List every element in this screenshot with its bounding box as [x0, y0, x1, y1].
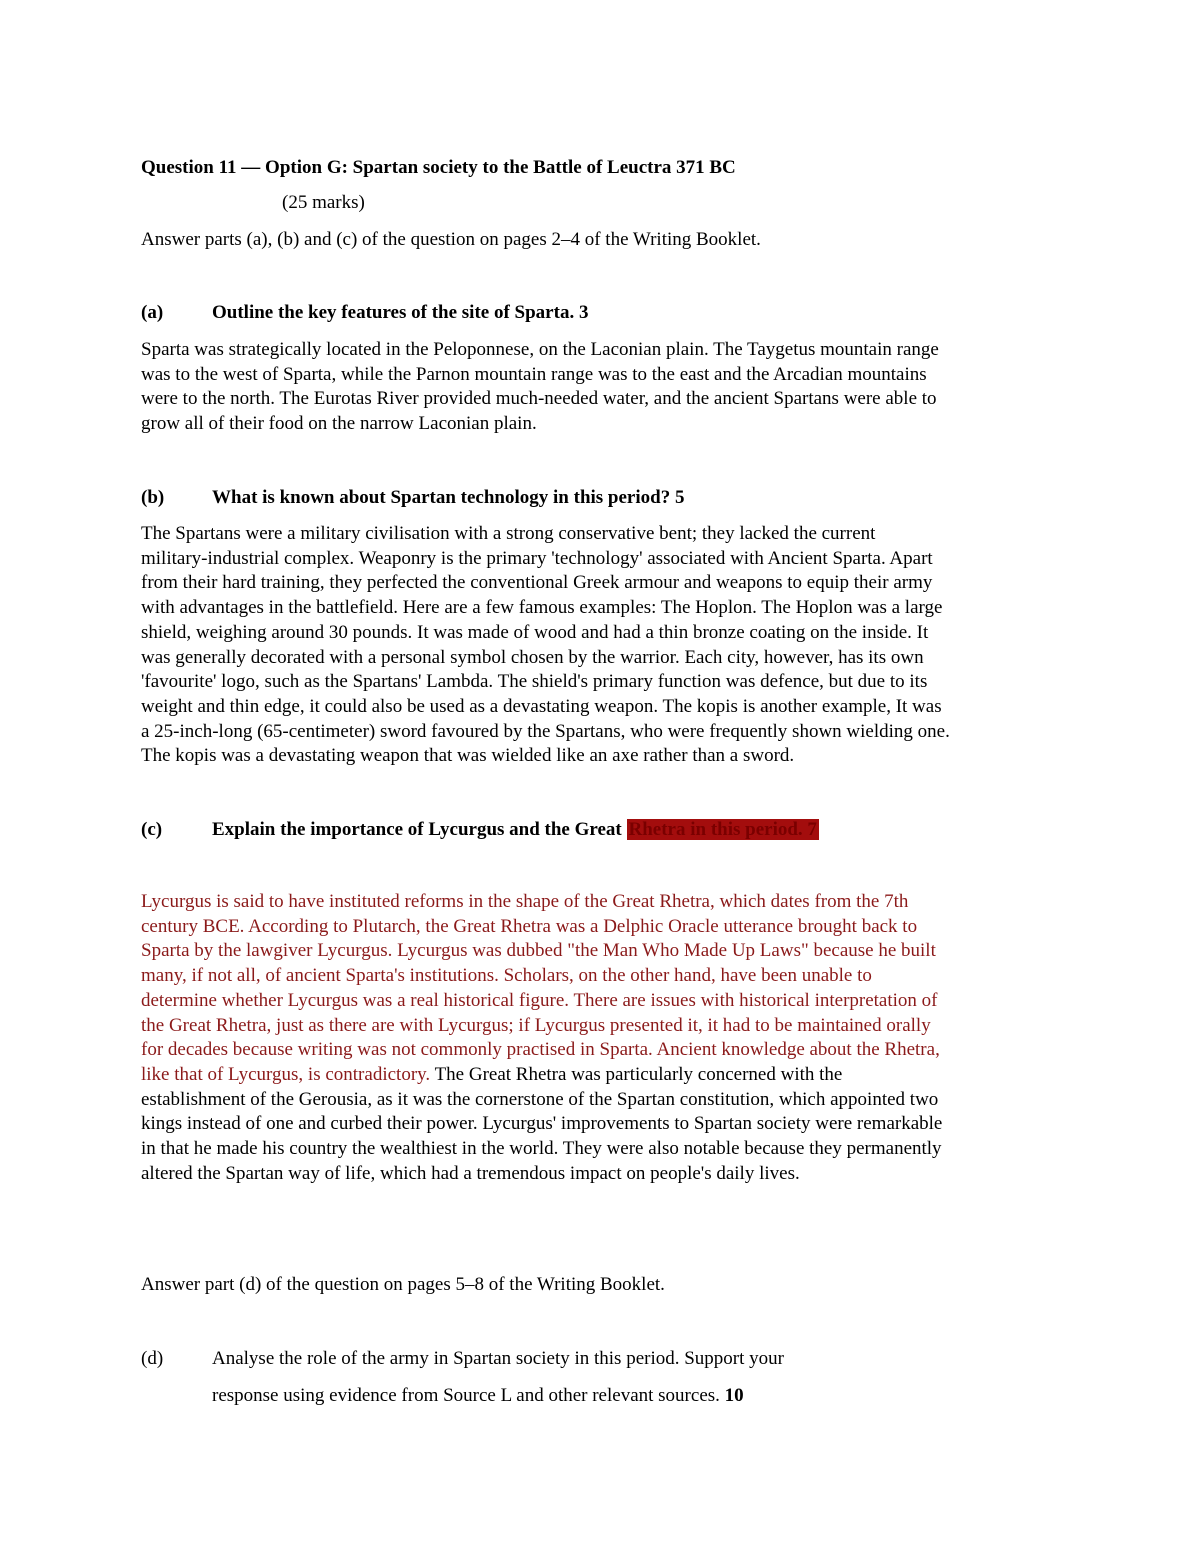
question-title: Question 11 — Option G: Spartan society to the Battle of Leuctra 371 BC [141, 157, 736, 178]
part-d-label: (d) [141, 1348, 164, 1369]
part-d-question-line2 [212, 1384, 744, 1408]
marks-total: (25 marks) [282, 192, 365, 213]
answer-line: military-industrial complex. Weaponry is the primary 'technology' associated with Ancient Sparta. Apart [141, 547, 933, 569]
answer-line: 'favourite' logo, such as the Spartans' Lambda. The shield's primary function was defence, but due to its [141, 671, 928, 693]
answer-line: were to the north. The Eurotas River provided much-needed water, and the ancient Spartans were able to [141, 388, 937, 410]
part-a-label: (a) [141, 302, 164, 323]
part-b-answer [141, 522, 1071, 769]
instruction-d: Answer part (d) of the question on pages 5–8 of the Writing Booklet. [141, 1274, 665, 1295]
answer-line: shield, weighing around 30 pounds. It was made of wood and had a thin bronze coating on the inside. It [141, 621, 929, 643]
instruction-abc: Answer parts (a), (b) and (c) of the question on pages 2–4 of the Writing Booklet. [141, 229, 761, 250]
part-d-marks: 10 [724, 1385, 744, 1406]
answer-line-mixed [141, 1063, 1071, 1088]
answer-line: weight and thin edge, it could also be used as a devastating weapon. The kopis is another example, It was [141, 695, 942, 717]
answer-line: Sparta was strategically located in the Peloponnese, on the Laconian plain. The Taygetus mountain range [141, 339, 939, 360]
answer-line: in that he made his country the wealthiest in the world. They were also notable because they permanently [141, 1138, 942, 1160]
answer-line-red: century BCE. According to Plutarch, the Great Rhetra was a Delphic Oracle utterance brought back to [141, 915, 918, 937]
answer-line: from their hard training, they perfected the conventional Greek armour and weapons to equip their army [141, 572, 933, 594]
answer-line-red-part: like that of Lycurgus, is contradictory. [141, 1063, 431, 1085]
answer-line: was to the west of Sparta, while the Parnon mountain range was to the east and the Arcadian mountains [141, 363, 927, 385]
part-a-answer [141, 338, 1071, 437]
answer-line: The Spartans were a military civilisation with a strong conservative bent; they lacked the current [141, 523, 876, 544]
answer-line-red: many, if not all, of ancient Sparta's institutions. Scholars, on the other hand, have been unable to [141, 965, 872, 987]
part-d-question-line1: Analyse the role of the army in Spartan society in this period. Support your [212, 1348, 784, 1369]
part-b-question: What is known about Spartan technology in this period? 5 [212, 487, 685, 508]
answer-line: establishment of the Gerousia, as it was the cornerstone of the Spartan constitution, which appointed two [141, 1088, 939, 1110]
answer-line-red: Sparta by the lawgiver Lycurgus. Lycurgus was dubbed "the Man Who Made Up Laws" because he built [141, 940, 936, 962]
answer-line: kings instead of one and curbed their power. Lycurgus' improvements to Spartan society were remarkable [141, 1113, 943, 1135]
answer-line-red: determine whether Lycurgus was a real historical figure. There are issues with historical interpretation of [141, 989, 938, 1011]
answer-line: The kopis was a devastating weapon that was wielded like an axe rather than a sword. [141, 745, 795, 767]
answer-line-red: Lycurgus is said to have instituted reforms in the shape of the Great Rhetra, which dates from the 7th [141, 891, 909, 912]
part-c-question-text: Explain the importance of Lycurgus and the Great [212, 819, 622, 840]
part-b-label: (b) [141, 487, 165, 508]
part-c-question [212, 818, 819, 842]
answer-line-red: for decades because writing was not commonly practised in Sparta. Ancient knowledge about the Rhetra, [141, 1039, 940, 1061]
answer-line: grow all of their food on the narrow Laconian plain. [141, 413, 537, 435]
part-c-answer [141, 890, 1071, 1186]
part-c-question-highlight: Rhetra in this period. 7 [628, 819, 817, 840]
answer-line: a 25-inch-long (65-centimeter) sword favoured by the Spartans, who were frequently shown wielding one. [141, 720, 950, 742]
answer-line: altered the Spartan way of life, which had a tremendous impact on people's daily lives. [141, 1162, 800, 1184]
part-c-label: (c) [141, 819, 163, 840]
part-d-question-text: response using evidence from Source L and other relevant sources. [212, 1385, 720, 1406]
answer-line: with advantages in the battlefield. Here are a few famous examples: The Hoplon. The Hoplon was a large [141, 597, 943, 619]
answer-line-black-part: The Great Rhetra was particularly concerned with the [430, 1063, 843, 1085]
answer-line: was generally decorated with a personal symbol chosen by the warrior. Each city, however, has its own [141, 646, 924, 668]
answer-line-red: the Great Rhetra, just as there are with Lycurgus; if Lycurgus presented it, it had to be maintained orally [141, 1014, 931, 1036]
part-a-question: Outline the key features of the site of Sparta. 3 [212, 302, 589, 323]
